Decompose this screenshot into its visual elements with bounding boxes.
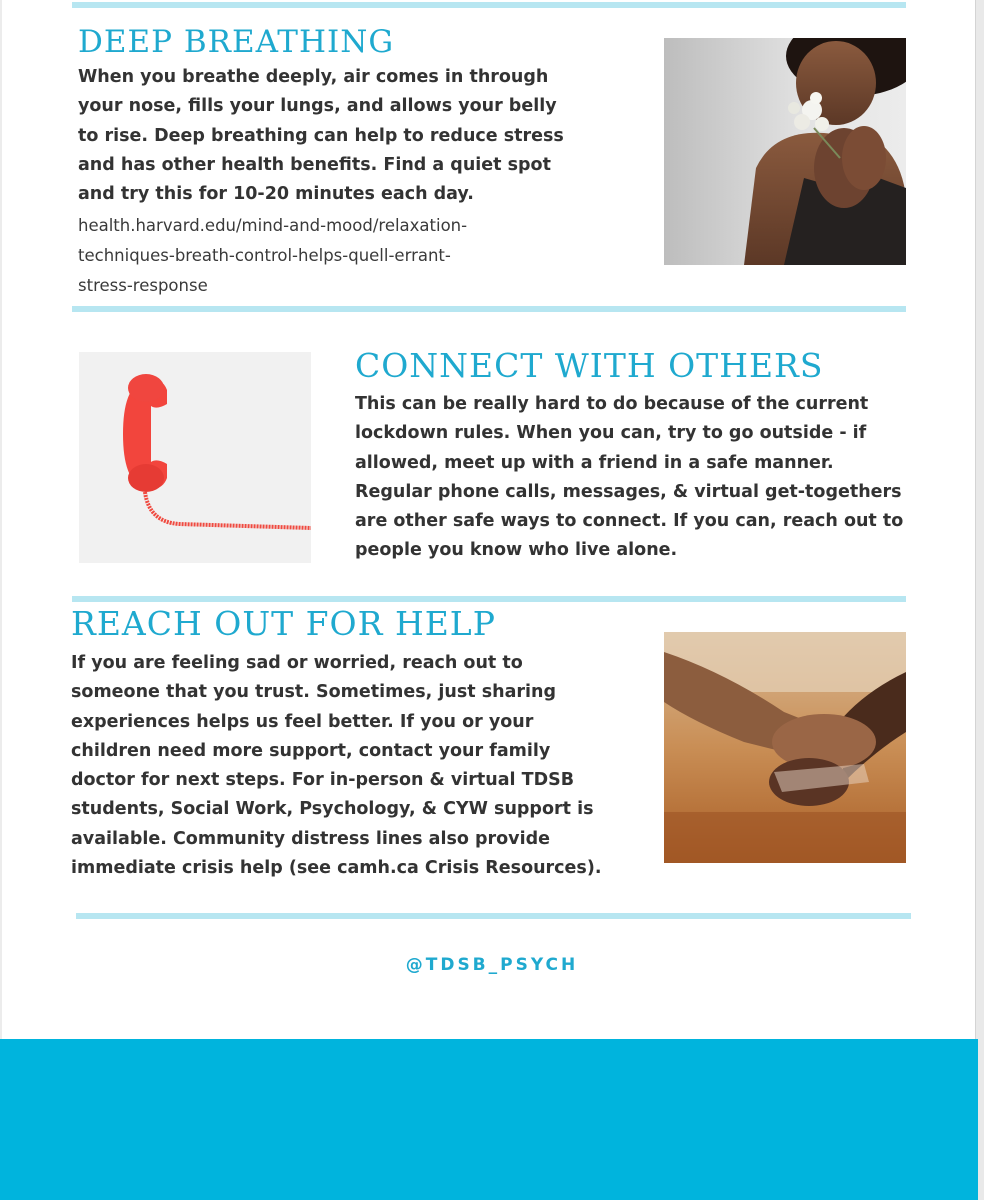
body-line: are other safe ways to connect. If you can, reach out to	[355, 511, 904, 532]
body-line: immediate crisis help (see camh.ca Crisis Resources).	[71, 858, 602, 879]
social-handle[interactable]: @TDSB_PSYCH	[405, 955, 579, 975]
divider-top	[72, 2, 906, 8]
body-line: children need more support, contact your family	[71, 740, 551, 761]
body-line: lockdown rules. When you can, try to go outside - if	[355, 423, 867, 444]
section-body-reach-out-for-help	[71, 649, 602, 883]
divider-bottom	[76, 913, 911, 919]
body-line: available. Community distress lines also provide	[71, 828, 550, 849]
source-link-harvard[interactable]	[78, 211, 467, 301]
link-line: stress-response	[78, 276, 208, 295]
link-line: health.harvard.edu/mind-and-mood/relaxation-	[78, 216, 468, 235]
section-body-deep-breathing	[78, 63, 564, 209]
page-left-edge	[0, 0, 2, 1040]
body-line: doctor for next steps. For in-person & virtual TDSB	[71, 770, 575, 791]
section-title-deep-breathing: DEEP BREATHING	[78, 24, 395, 60]
holding-hands-photo	[664, 632, 906, 863]
page-right-edge	[975, 0, 984, 1200]
body-line: and has other health benefits. Find a quiet spot	[78, 154, 551, 175]
section-body-connect-with-others	[355, 390, 903, 566]
body-line: your nose, fills your lungs, and allows your belly	[78, 96, 557, 117]
body-line: When you breathe deeply, air comes in through	[78, 67, 549, 87]
body-line: people you know who live alone.	[355, 540, 678, 561]
footer-band	[0, 1039, 978, 1200]
body-line: and try this for 10-20 minutes each day.	[78, 184, 474, 205]
body-line: experiences helps us feel better. If you or your	[71, 711, 534, 732]
red-telephone-handset-photo	[79, 352, 311, 563]
body-line: Regular phone calls, messages, & virtual get-togethers	[355, 481, 902, 502]
section-title-connect-with-others: CONNECT WITH OTHERS	[355, 346, 824, 385]
body-line: allowed, meet up with a friend in a safe manner.	[355, 452, 834, 473]
woman-with-flowers-photo	[664, 38, 906, 265]
divider-2	[72, 596, 906, 602]
divider-1	[72, 306, 906, 312]
body-line: If you are feeling sad or worried, reach out to	[71, 653, 523, 673]
body-line: students, Social Work, Psychology, & CYW support is	[71, 799, 594, 820]
body-line: This can be really hard to do because of the current	[355, 394, 869, 414]
body-line: someone that you trust. Sometimes, just sharing	[71, 682, 557, 703]
body-line: to rise. Deep breathing can help to reduce stress	[78, 125, 564, 146]
link-line: techniques-breath-control-helps-quell-errant-	[78, 246, 451, 265]
section-title-reach-out-for-help: REACH OUT FOR HELP	[71, 604, 496, 643]
